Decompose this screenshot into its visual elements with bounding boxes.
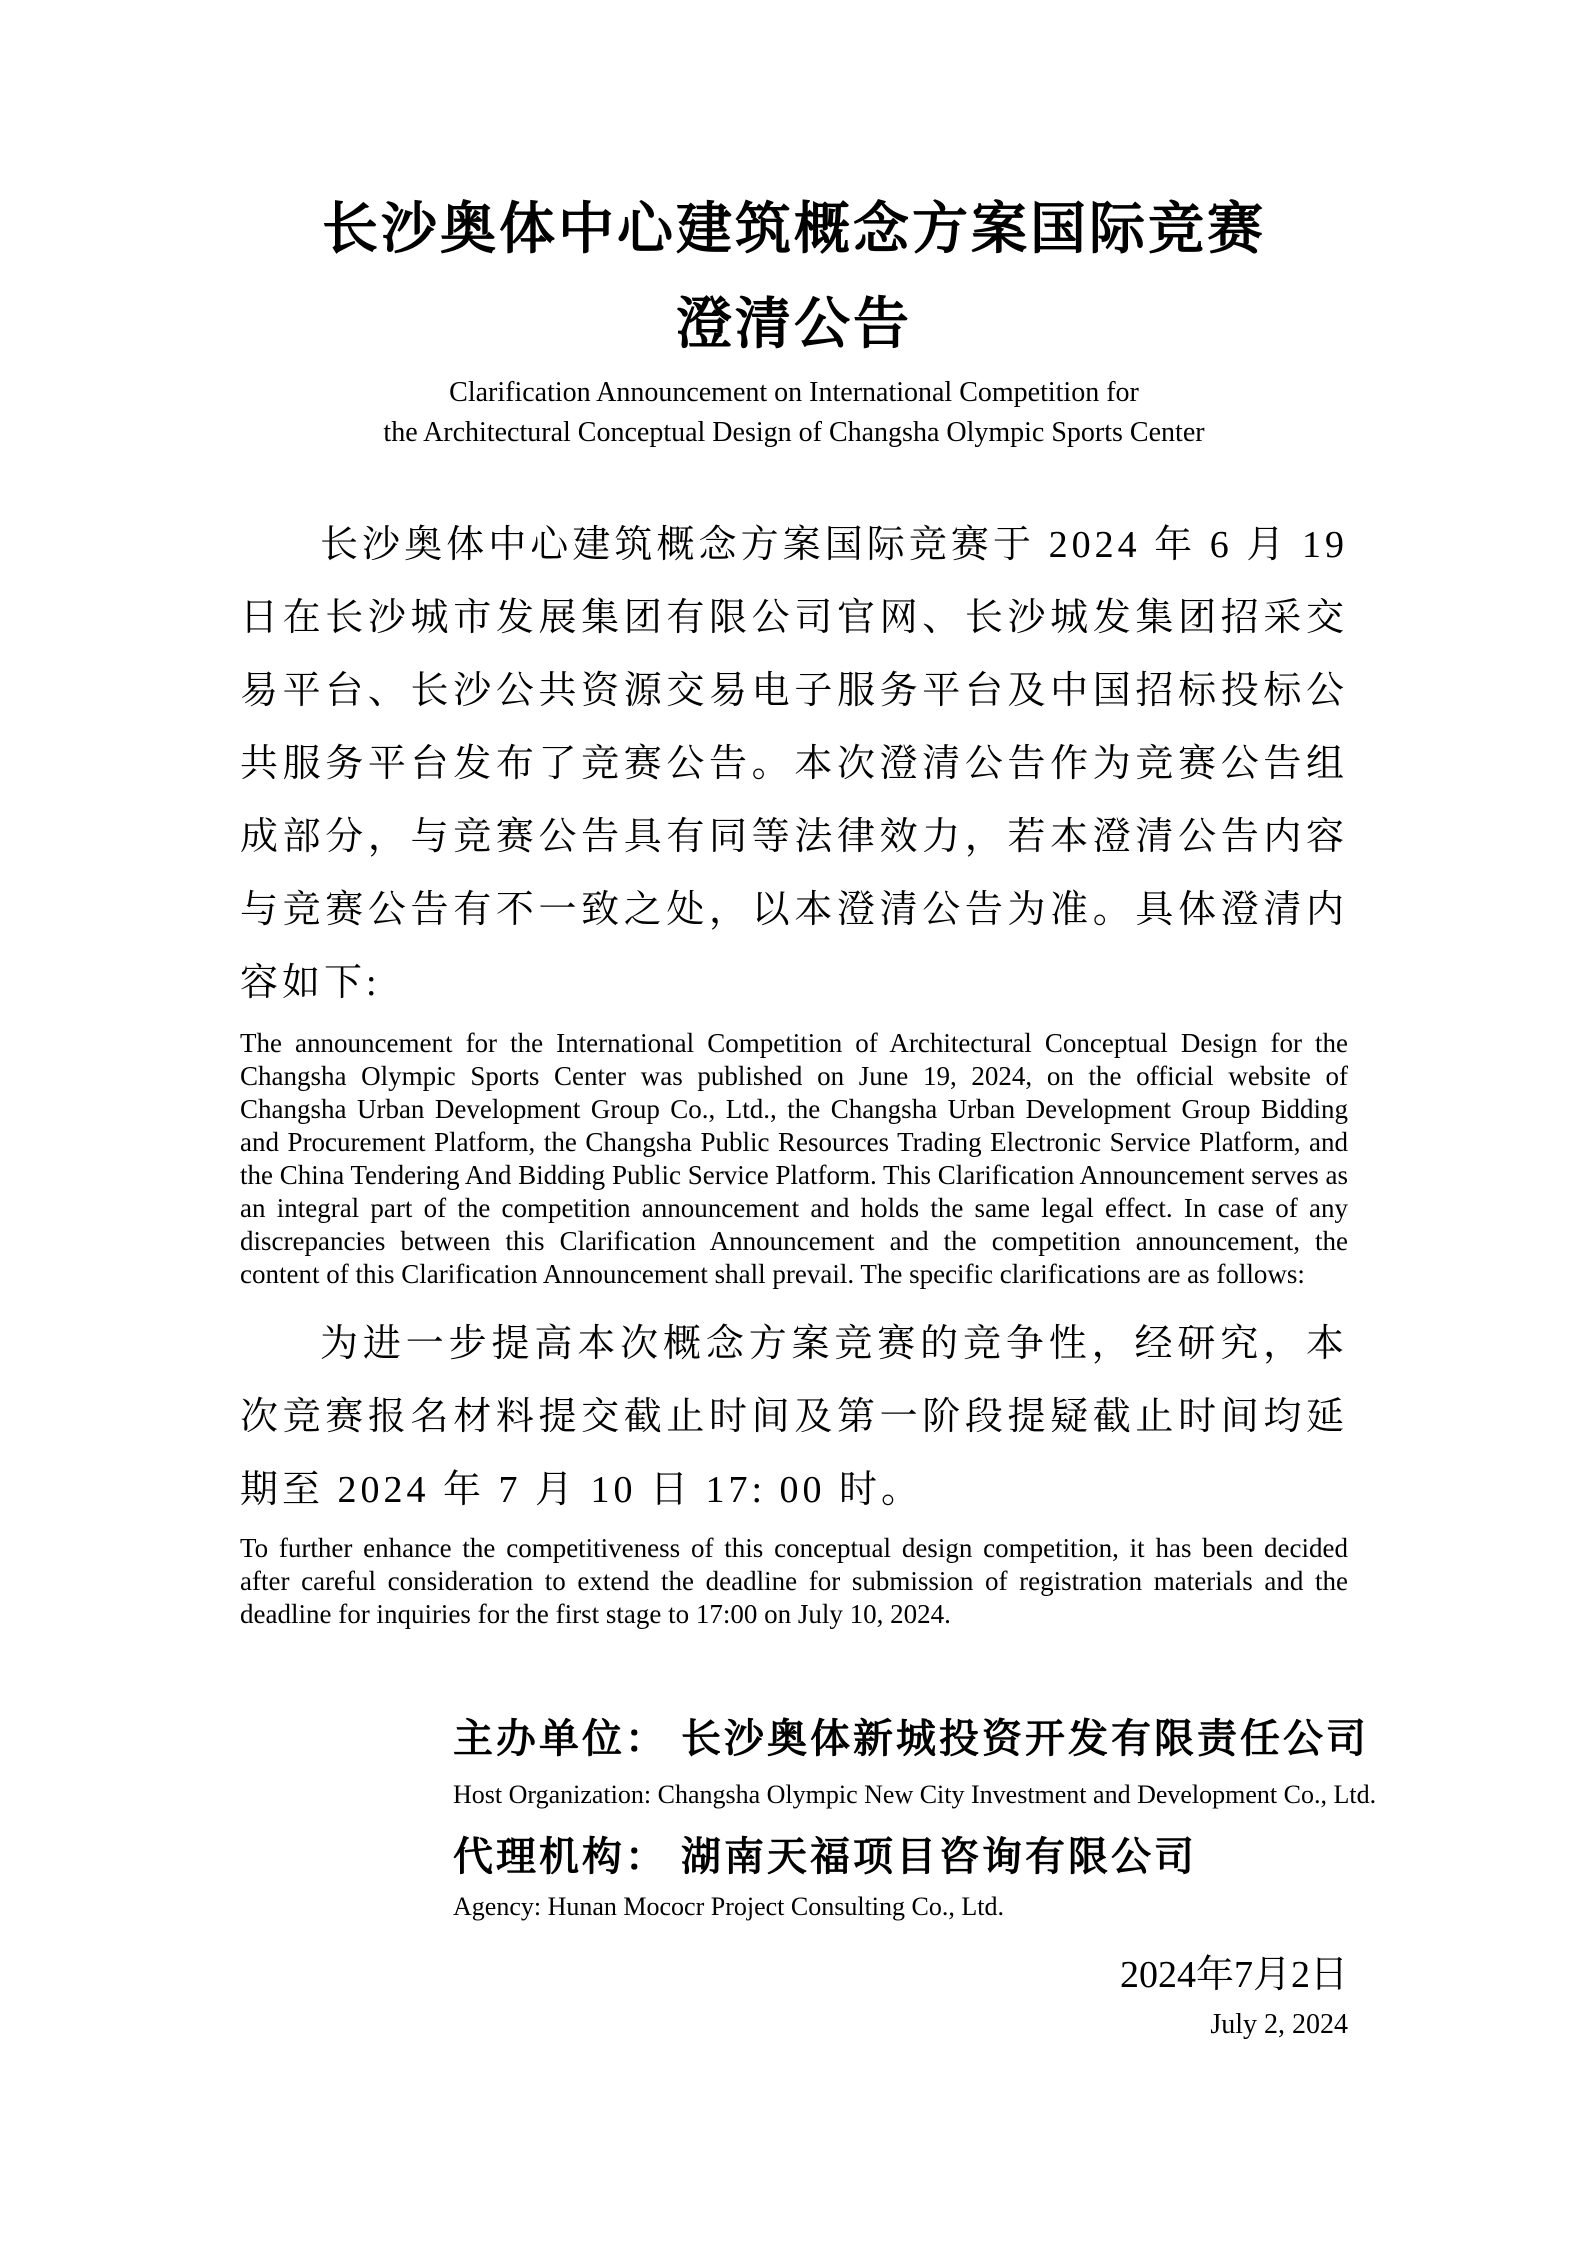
paragraph-zh-extension: 为进一步提高本次概念方案竞赛的竞争性，经研究，本次竞赛报名材料提交截止时间及第一阶段提疑截止时间均延期至 2024 年 7 月 10 日 17: 00 时。	[240, 1323, 1348, 1511]
date-en: July 2, 2024	[1210, 2009, 1348, 2040]
host-organization-zh: 主办单位： 长沙奥体新城投资开发有限责任公司	[453, 1716, 1369, 1761]
paragraph-en-announcement: The announcement for the International Competition of Architectural Conceptual Design for the Changsha Olympic Sports Center was published on June 19, 2024, on the official website of Changsha Urban Development Group Co., Ltd., the Changsha Urban Development Group Bidding and Procurement Platform, the Changsha Public Resources Trading Electronic Service Platform, and the China Tendering And Bidding Public Service Platform. This Clarification Announcement serves as an integral part of the competition announcement and holds the same legal effect. In case of any discrepancies between this Clarification Announcement and the competition announcement, the content of this Clarification Announcement shall prevail. The specific clarifications are as follows:	[240, 1028, 1348, 1289]
document-title-en-line1: Clarification Announcement on International Competition for	[449, 377, 1139, 408]
date-zh: 2024年7月2日	[1119, 1954, 1348, 1996]
host-organization-en: Host Organization: Changsha Olympic New City Investment and Development Co., Ltd.	[453, 1780, 1377, 1809]
document-title-zh-line2: 澄清公告	[676, 294, 912, 356]
paragraph-en-extension: To further enhance the competitiveness of this conceptual design competition, it has been decided after careful consideration to extend the deadline for submission of registration materials and the deadline for inquiries for the first stage to 17:00 on July 10, 2024.	[240, 1533, 1348, 1629]
document-title-en-line2: the Architectural Conceptual Design of Changsha Olympic Sports Center	[383, 417, 1205, 448]
paragraph-zh-announcement: 长沙奥体中心建筑概念方案国际竞赛于 2024 年 6 月 19 日在长沙城市发展集团有限公司官网、长沙城发集团招采交易平台、长沙公共资源交易电子服务平台及中国招标投标公共服务平台发布了竞赛公告。本次澄清公告作为竞赛公告组成部分，与竞赛公告具有同等法律效力，若本澄清公告内容与竞赛公告有不一致之处，以本澄清公告为准。具体澄清内容如下:	[240, 524, 1348, 1004]
agency-zh: 代理机构： 湖南天福项目咨询有限公司	[453, 1834, 1197, 1879]
document-title-zh-line1: 长沙奥体中心建筑概念方案国际竞赛	[322, 199, 1266, 261]
agency-en: Agency: Hunan Mococr Project Consulting Co., Ltd.	[453, 1892, 1004, 1921]
